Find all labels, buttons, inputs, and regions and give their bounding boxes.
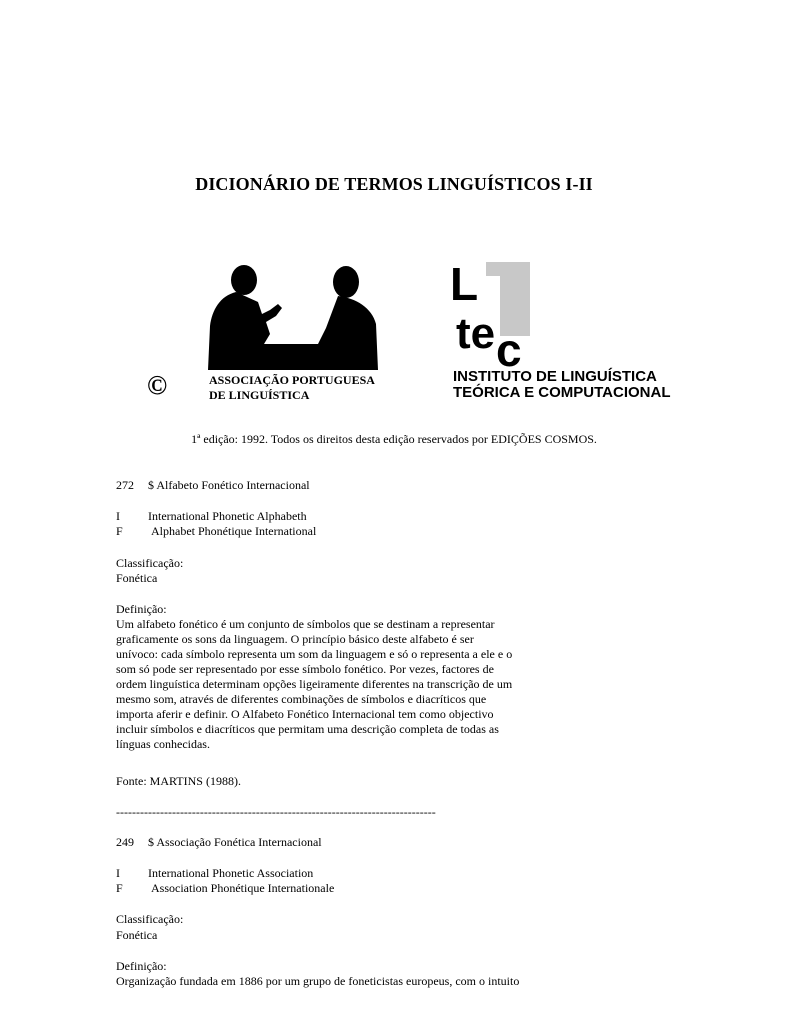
- translation-tag: F: [116, 524, 123, 538]
- copyright-symbol: ©: [147, 370, 168, 400]
- translation-f: [116, 881, 334, 896]
- entry-term: $ Associação Fonética Internacional: [148, 835, 322, 849]
- translation-text: Association Phonétique Internationale: [151, 881, 335, 895]
- definition-body: [116, 617, 512, 752]
- translation-text: Alphabet Phonétique International: [151, 524, 317, 538]
- iltec-name-line1: INSTITUTO DE LINGUÍSTICA: [453, 368, 657, 385]
- definition-line: línguas conhecidas.: [116, 737, 210, 751]
- definition-label: Definição:: [116, 959, 167, 973]
- definition-line: som só pode ser representado por esse símbolo fonético. Por vezes, factores de: [116, 662, 494, 676]
- translation-i: [116, 509, 307, 524]
- ltec-letter-l: L: [450, 258, 479, 310]
- translation-tag: I: [116, 866, 120, 880]
- definition-line: Organização fundada em 1886 por um grupo de foneticistas europeus, com o intuito: [116, 974, 520, 988]
- definition-line: ordem linguística determinam opções ligeiramente diferentes na transcrição de um: [116, 677, 513, 691]
- source-citation: Fonte: MARTINS (1988).: [116, 774, 241, 788]
- ltec-letter-c: c: [496, 324, 522, 376]
- entry-separator: --------------------------------------------------------------------------------: [116, 805, 436, 819]
- iltec-name: [453, 368, 671, 401]
- classification-value: Fonética: [116, 571, 158, 585]
- apl-name-line1: ASSOCIAÇÃO PORTUGUESA: [209, 373, 375, 387]
- edition-note: 1ª edição: 1992. Todos os direitos desta edição reservados por EDIÇÕES COSMOS.: [191, 432, 597, 446]
- definition-line: importa aferir e definir. O Alfabeto Fonético Internacional tem como objectivo: [116, 707, 494, 721]
- ltec-letters-te: te: [456, 309, 496, 358]
- iltec-logo-image: [450, 258, 536, 376]
- classification-value: Fonética: [116, 928, 158, 942]
- translation-i: [116, 866, 313, 881]
- apl-name-line2: DE LINGUÍSTICA: [209, 388, 310, 402]
- definition-label: Definição:: [116, 602, 167, 616]
- definition-line: unívoco: cada símbolo representa um som da linguagem e só o representa a ele e o: [116, 647, 513, 661]
- apl-logo-image: [206, 262, 382, 370]
- classification-label: Classificação:: [116, 556, 184, 570]
- translation-text: International Phonetic Association: [148, 866, 314, 880]
- definition-line: graficamente os sons da linguagem. O princípio básico deste alfabeto é ser: [116, 632, 474, 646]
- translation-f: [116, 524, 316, 539]
- entry-heading: [116, 478, 310, 493]
- definition-line: incluir símbolos e diacríticos que permitam uma descrição completa de todas as: [116, 722, 499, 736]
- iltec-name-line2: TEÓRICA E COMPUTACIONAL: [453, 384, 671, 401]
- document-title: DICIONÁRIO DE TERMOS LINGUÍSTICOS I-II: [195, 174, 593, 194]
- entry-heading: [116, 835, 322, 850]
- entry-term: $ Alfabeto Fonético Internacional: [148, 478, 310, 492]
- entry-number: 249: [116, 835, 134, 849]
- definition-line: mesmo som, através de diferentes combinações de símbolos e diacríticos que: [116, 692, 487, 706]
- translation-tag: F: [116, 881, 123, 895]
- definition-line: Um alfabeto fonético é um conjunto de símbolos que se destinam a representar: [116, 617, 495, 631]
- classification-label: Classificação:: [116, 912, 184, 926]
- translation-tag: I: [116, 509, 120, 523]
- entry-number: 272: [116, 478, 134, 492]
- translation-text: International Phonetic Alphabeth: [148, 509, 307, 523]
- apl-name: [209, 373, 387, 403]
